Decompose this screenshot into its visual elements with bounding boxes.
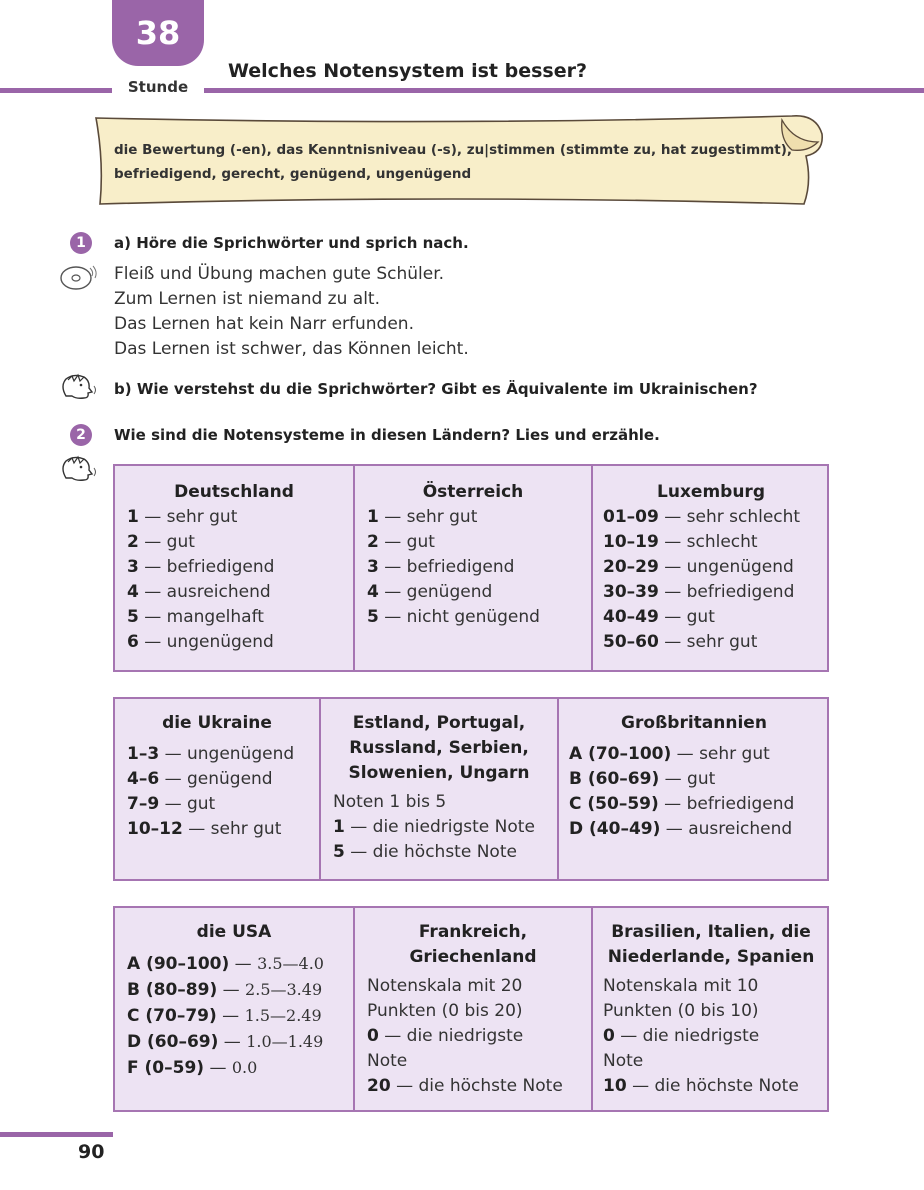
grade-dash: —: [665, 819, 683, 839]
grade-value: ungenügend: [686, 557, 794, 577]
grade-key: 6: [127, 632, 139, 652]
grade-value: die höchste Note: [654, 1076, 799, 1096]
grade-dash: —: [384, 582, 402, 602]
grade-key: 2: [367, 532, 379, 552]
grade-row: [127, 530, 353, 555]
grade-rows: [333, 815, 557, 865]
grade-dash: —: [223, 1032, 241, 1052]
grade-rows: [127, 951, 353, 1081]
page-number: 90: [78, 1141, 105, 1163]
grade-key: 0: [367, 1026, 379, 1046]
proverb-4: Das Lernen ist schwer, das Können leicht.: [114, 339, 469, 359]
exercise-1b-instruction: b) Wie verstehst du die Sprichwörter? Gibt es Äquivalente im Ukrainischen?: [114, 380, 758, 398]
grade-dash: —: [188, 819, 206, 839]
cell-text: Note: [367, 1051, 408, 1071]
grade-row: [367, 580, 591, 605]
grade-value: gut: [687, 769, 716, 789]
grade-dash: —: [144, 607, 162, 627]
grade-value: 1.5—2.49: [244, 1006, 322, 1025]
grade-dash: —: [632, 1076, 650, 1096]
exercise-2-number: 2: [70, 424, 92, 446]
cell-heading-line-1: Frankreich,: [418, 922, 528, 942]
grade-key: B (80–89): [127, 980, 218, 1000]
page-title: Welches Notensystem ist besser?: [228, 60, 588, 82]
grade-value: befriedigend: [686, 582, 795, 602]
cell-estland-group: [319, 699, 557, 879]
grade-dash: —: [664, 769, 682, 789]
grade-row: [127, 605, 353, 630]
grade-row: [603, 1024, 829, 1049]
grade-row: [127, 630, 353, 655]
grade-key: C (50–59): [569, 794, 659, 814]
grade-row: [367, 605, 591, 630]
grade-key: 5: [333, 842, 345, 862]
grade-value: nicht genügend: [406, 607, 540, 627]
cell-text: Notenskala mit 20: [367, 976, 523, 996]
grade-dash: —: [676, 744, 694, 764]
vocabulary-scroll: [92, 112, 824, 208]
grade-key: 3: [127, 557, 139, 577]
cell-frankreich: [353, 908, 591, 1110]
grade-dash: —: [384, 507, 402, 527]
exercise-1a-instruction: a) Höre die Sprichwörter und sprich nach.: [114, 234, 469, 252]
grade-dash: —: [144, 582, 162, 602]
grade-dash: —: [664, 582, 682, 602]
grade-key: 4–6: [127, 769, 160, 789]
grade-value: sehr gut: [406, 507, 478, 527]
grade-row: [569, 792, 829, 817]
grade-dash: —: [664, 532, 682, 552]
grade-key: 10: [603, 1076, 627, 1096]
grade-row: [127, 767, 319, 792]
cell-heading: Luxemburg: [657, 482, 765, 502]
cell-heading-line-3: Slowenien, Ungarn: [348, 763, 530, 783]
cell-heading: Deutschland: [174, 482, 294, 502]
grade-dash: —: [396, 1076, 414, 1096]
footer-rule: [0, 1132, 113, 1137]
grade-row: [127, 580, 353, 605]
grade-key: 1: [367, 507, 379, 527]
grade-row: [603, 580, 829, 605]
grade-key: 4: [367, 582, 379, 602]
grade-row: [127, 1055, 353, 1081]
grade-dash: —: [222, 1006, 240, 1026]
cell-heading-line-2: Russland, Serbien,: [349, 738, 529, 758]
grade-key: 3: [367, 557, 379, 577]
grade-key: C (70–79): [127, 1006, 217, 1026]
proverb-1: Fleiß und Übung machen gute Schüler.: [114, 264, 445, 284]
grade-row: [367, 1074, 591, 1099]
grade-value: mangelhaft: [166, 607, 264, 627]
grade-value: genügend: [186, 769, 273, 789]
grade-row: [127, 817, 319, 842]
grade-dash: —: [384, 532, 402, 552]
grade-value: schlecht: [686, 532, 758, 552]
grade-key: 4: [127, 582, 139, 602]
grade-key: 1: [127, 507, 139, 527]
grade-dash: —: [664, 557, 682, 577]
grade-value: gut: [186, 794, 216, 814]
grade-row: [127, 505, 353, 530]
grade-row: [333, 815, 557, 840]
grade-dash: —: [350, 842, 368, 862]
grade-dash: —: [144, 507, 162, 527]
grade-key: B (60–69): [569, 769, 660, 789]
grade-dash: —: [144, 532, 162, 552]
header-rule-right: [204, 88, 924, 93]
grade-row: [367, 530, 591, 555]
grade-value: 3.5—4.0: [257, 954, 324, 973]
grade-value: 0.0: [231, 1058, 258, 1077]
grade-row: [367, 505, 591, 530]
grade-dash: —: [164, 794, 182, 814]
grade-dash: —: [664, 794, 682, 814]
grade-row: [603, 605, 829, 630]
grade-value: befriedigend: [166, 557, 275, 577]
grade-key: 01–09: [603, 507, 659, 527]
grade-row: [333, 840, 557, 865]
grade-value: ausreichend: [688, 819, 793, 839]
grade-value: befriedigend: [406, 557, 515, 577]
cell-oesterreich: [353, 466, 591, 670]
grade-dash: —: [144, 557, 162, 577]
grade-key: 10–19: [603, 532, 659, 552]
speaking-head-icon: [56, 372, 100, 402]
speaking-head-icon: [56, 454, 100, 484]
grade-dash: —: [664, 607, 682, 627]
grade-dash: —: [234, 954, 252, 974]
cell-grossbritannien: [557, 699, 829, 879]
grade-value: die niedrigste: [642, 1026, 760, 1046]
grade-key: 5: [127, 607, 139, 627]
cell-heading-line-1: Estland, Portugal,: [352, 713, 526, 733]
grade-row: [367, 1024, 591, 1049]
grade-dash: —: [164, 769, 182, 789]
grade-key: 50–60: [603, 632, 659, 652]
grade-value: 2.5—3.49: [245, 980, 323, 999]
grade-value: die höchste Note: [418, 1076, 563, 1096]
grade-key: 30–39: [603, 582, 659, 602]
grade-row: [603, 505, 829, 530]
grade-value: befriedigend: [686, 794, 795, 814]
grade-key: 10–12: [127, 819, 183, 839]
grade-row: [127, 792, 319, 817]
proverbs-list: [114, 262, 469, 362]
proverb-2: Zum Lernen ist niemand zu alt.: [114, 289, 380, 309]
grade-value: sehr gut: [210, 819, 282, 839]
grading-table-1: [113, 464, 829, 672]
grade-dash: —: [164, 744, 182, 764]
grade-key: 1–3: [127, 744, 160, 764]
grade-value: die niedrigste Note: [372, 817, 535, 837]
grade-row: [603, 530, 829, 555]
grade-value: sehr schlecht: [686, 507, 801, 527]
grade-dash: —: [620, 1026, 638, 1046]
cell-heading-line-1: Brasilien, Italien, die: [611, 922, 811, 942]
grade-value: ausreichend: [166, 582, 271, 602]
grade-dash: —: [664, 632, 682, 652]
grade-value: die niedrigste: [406, 1026, 524, 1046]
grade-key: 20: [367, 1076, 391, 1096]
grade-dash: —: [384, 557, 402, 577]
cell-usa: [115, 908, 353, 1110]
cell-luxemburg: [591, 466, 829, 670]
grade-row: [569, 767, 829, 792]
grade-row: [569, 742, 829, 767]
grading-table-3: [113, 906, 829, 1112]
cell-brasilien-group: [591, 908, 829, 1110]
grade-key: 7–9: [127, 794, 160, 814]
grade-key: 40–49: [603, 607, 659, 627]
cell-heading-line-2: Niederlande, Spanien: [607, 947, 815, 967]
grade-row: [603, 1074, 829, 1099]
grade-rows: [367, 505, 591, 630]
proverb-3: Das Lernen hat kein Narr erfunden.: [114, 314, 414, 334]
vocab-line-2: befriedigend, gerecht, genügend, ungenügend: [114, 166, 472, 182]
grade-rows: [127, 505, 353, 655]
cell-heading: Österreich: [422, 482, 524, 502]
cell-deutschland: [115, 466, 353, 670]
grade-row: [127, 1029, 353, 1055]
grade-row: [127, 742, 319, 767]
lesson-number-tab: 38: [112, 0, 204, 66]
cell-text: Note: [603, 1051, 644, 1071]
cell-text: Punkten (0 bis 20): [367, 1001, 523, 1021]
grade-dash: —: [384, 607, 402, 627]
grade-dash: —: [209, 1058, 227, 1078]
grade-value: 1.0—1.49: [246, 1032, 324, 1051]
grade-row: [569, 817, 829, 842]
grade-dash: —: [664, 507, 682, 527]
grade-value: ungenügend: [186, 744, 295, 764]
grade-key: A (90–100): [127, 954, 230, 974]
grade-row: [603, 630, 829, 655]
grade-value: gut: [686, 607, 715, 627]
grade-dash: —: [350, 817, 368, 837]
cell-heading: die USA: [196, 922, 272, 942]
grade-rows: [569, 742, 829, 842]
grade-value: sehr gut: [699, 744, 770, 764]
grade-key: 1: [333, 817, 345, 837]
exercise-1-number: 1: [70, 232, 92, 254]
cell-text: Punkten (0 bis 10): [603, 1001, 759, 1021]
grade-key: A (70–100): [569, 744, 672, 764]
grading-table-2: [113, 697, 829, 881]
grade-dash: —: [222, 980, 240, 1000]
grade-value: genügend: [406, 582, 493, 602]
cell-text: Noten 1 bis 5: [333, 792, 447, 812]
grade-row: [127, 951, 353, 977]
grade-row: [367, 555, 591, 580]
lesson-word: Stunde: [127, 78, 189, 96]
grade-value: gut: [406, 532, 435, 552]
grade-key: F (0–59): [127, 1058, 205, 1078]
grade-key: 0: [603, 1026, 615, 1046]
cell-heading-line-2: Griechenland: [409, 947, 537, 967]
grade-value: sehr gut: [166, 507, 238, 527]
vocab-line-1: die Bewertung (-en), das Kenntnisniveau (-s), zu|stimmen (stimmte zu, hat zugestimmt),: [114, 142, 793, 158]
cell-heading: Großbritannien: [621, 713, 767, 733]
grade-rows: [127, 742, 319, 842]
grade-value: die höchste Note: [372, 842, 517, 862]
grade-dash: —: [144, 632, 162, 652]
grade-rows: [603, 505, 829, 655]
grade-key: 20–29: [603, 557, 659, 577]
grade-row: [603, 555, 829, 580]
grade-value: ungenügend: [166, 632, 274, 652]
header-rule-left: [0, 88, 112, 93]
cell-ukraine: [115, 699, 319, 879]
grade-key: D (40–49): [569, 819, 661, 839]
grade-dash: —: [384, 1026, 402, 1046]
grade-row: [127, 1003, 353, 1029]
grade-row: [127, 555, 353, 580]
grade-key: 2: [127, 532, 139, 552]
cell-heading: die Ukraine: [162, 713, 272, 733]
grade-row: [127, 977, 353, 1003]
cd-audio-icon[interactable]: [54, 262, 98, 292]
exercise-2-instruction: Wie sind die Notensysteme in diesen Ländern? Lies und erzähle.: [114, 426, 660, 444]
cell-text: Notenskala mit 10: [603, 976, 759, 996]
grade-key: D (60–69): [127, 1032, 219, 1052]
grade-key: 5: [367, 607, 379, 627]
grade-value: sehr gut: [686, 632, 758, 652]
grade-value: gut: [166, 532, 195, 552]
